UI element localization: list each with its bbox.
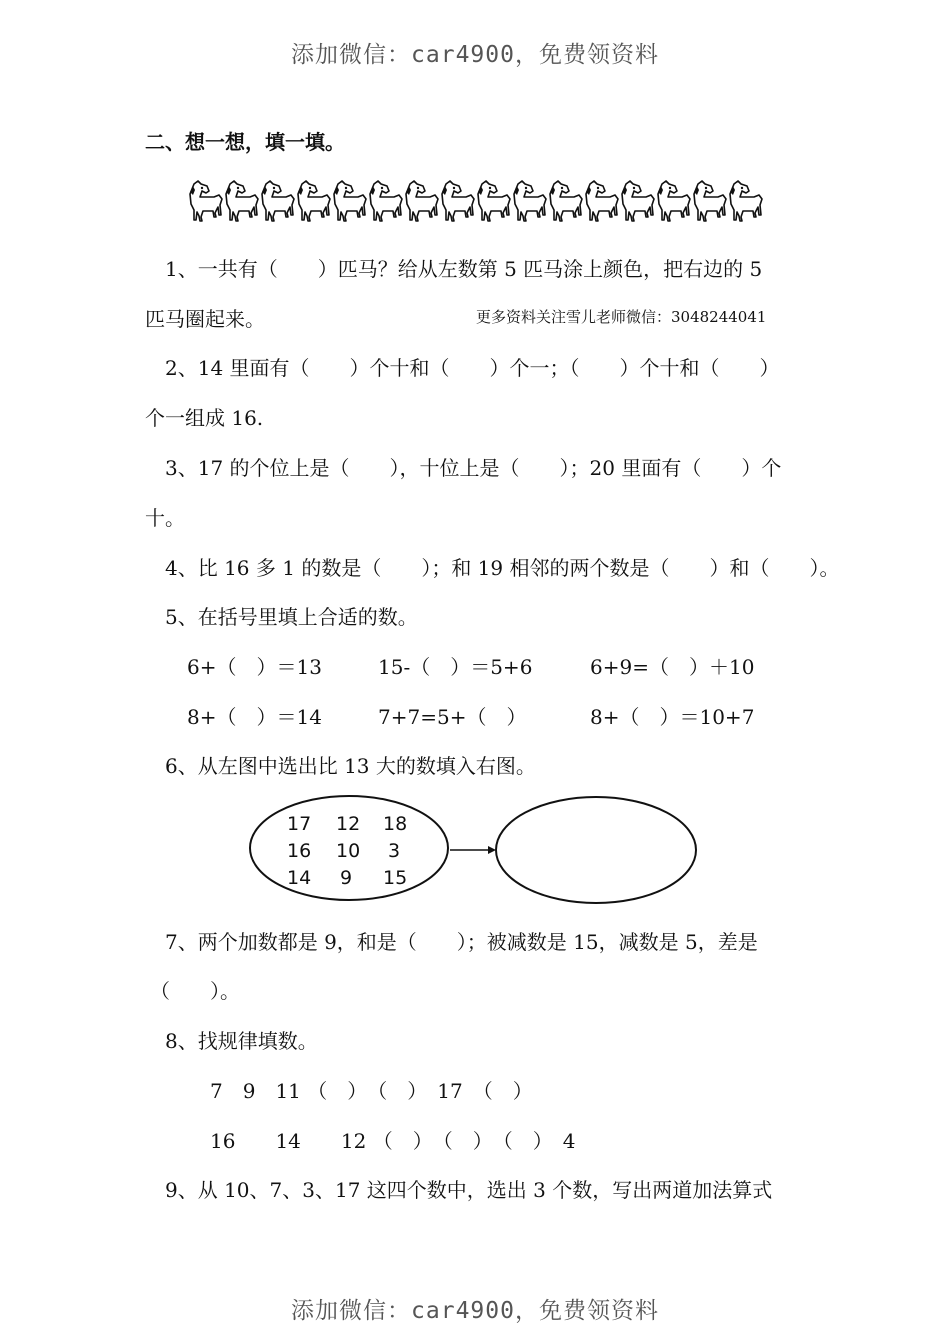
horse-icon (622, 181, 654, 221)
arrow-head-icon (488, 846, 496, 854)
horse-icon (226, 181, 258, 221)
q5-item-b: 15-（ ）＝5+6 (378, 655, 533, 679)
number-ovals-diagram (245, 790, 705, 905)
question-9-line-1: 9、从 10、7、3、17 这四个数中，选出 3 个数，写出两道加法算式 (165, 1178, 773, 1202)
q8-sequence-1: 7 9 11 （ ） （ ） 17 （ ） (210, 1079, 533, 1103)
q5-item-d: 8+（ ）＝14 (187, 705, 322, 729)
q5-item-a: 6+（ ）＝13 (187, 655, 322, 679)
oval-number: 12 (336, 813, 361, 835)
horses-row (188, 178, 768, 230)
question-2-line-2: 个一组成 16. (145, 406, 264, 430)
horse-icon (190, 181, 222, 221)
question-6: 6、从左图中选出比 13 大的数填入右图。 (165, 754, 536, 778)
watermark-top: 添加微信：car4900，免费领资料 (291, 42, 659, 68)
horse-icon (262, 181, 294, 221)
section-title: 二、想一想，填一填。 (145, 130, 345, 154)
oval-number: 9 (340, 867, 353, 889)
horse-icon (514, 181, 546, 221)
question-1-line-1: 1、一共有（ ）匹马？给从左数第 5 匹马涂上颜色，把右边的 5 (165, 257, 763, 281)
watermark-bottom: 添加微信：car4900，免费领资料 (291, 1298, 659, 1324)
horse-icon (478, 181, 510, 221)
horse-icon (442, 181, 474, 221)
horse-icon (406, 181, 438, 221)
promo-note: 更多资料关注雪儿老师微信：3048244041 (476, 308, 767, 326)
question-3-line-2: 十。 (145, 506, 185, 530)
q5-item-c: 6+9=（ ）＋10 (590, 655, 755, 679)
oval-number: 3 (388, 840, 401, 862)
horse-icon (334, 181, 366, 221)
question-3-line-1: 3、17 的个位上是（ ），十位上是（ ）；20 里面有（ ）个 (165, 456, 782, 480)
question-7-line-2: （ ）。 (150, 979, 240, 1003)
right-oval (496, 797, 696, 903)
oval-number: 16 (287, 840, 312, 862)
q5-item-e: 7+7=5+（ ） (378, 705, 527, 729)
horse-icon (586, 181, 618, 221)
horse-icon (298, 181, 330, 221)
horse-icon (658, 181, 690, 221)
question-2-line-1: 2、14 里面有（ ）个十和（ ）个一；（ ）个十和（ ） (165, 356, 780, 380)
question-4: 4、比 16 多 1 的数是（ ）；和 19 相邻的两个数是（ ）和（ ）。 (165, 556, 840, 580)
question-7-line-1: 7、两个加数都是 9，和是（ ）；被减数是 15，减数是 5，差是 (165, 930, 758, 954)
oval-number: 18 (383, 813, 408, 835)
oval-number: 17 (287, 813, 312, 835)
question-1-line-2: 匹马圈起来。 (145, 307, 265, 331)
q8-sequence-2: 16 14 12 （ ） （ ） （ ） 4 (210, 1129, 576, 1153)
oval-number: 14 (287, 867, 312, 889)
q5-item-f: 8+（ ）＝10+7 (590, 705, 755, 729)
horse-icon (370, 181, 402, 221)
oval-number: 15 (383, 867, 408, 889)
oval-number: 10 (336, 840, 361, 862)
question-5: 5、在括号里填上合适的数。 (165, 605, 418, 629)
question-8: 8、找规律填数。 (165, 1029, 318, 1053)
horse-icon (550, 181, 582, 221)
horse-icon (694, 181, 726, 221)
horse-icon (730, 181, 762, 221)
